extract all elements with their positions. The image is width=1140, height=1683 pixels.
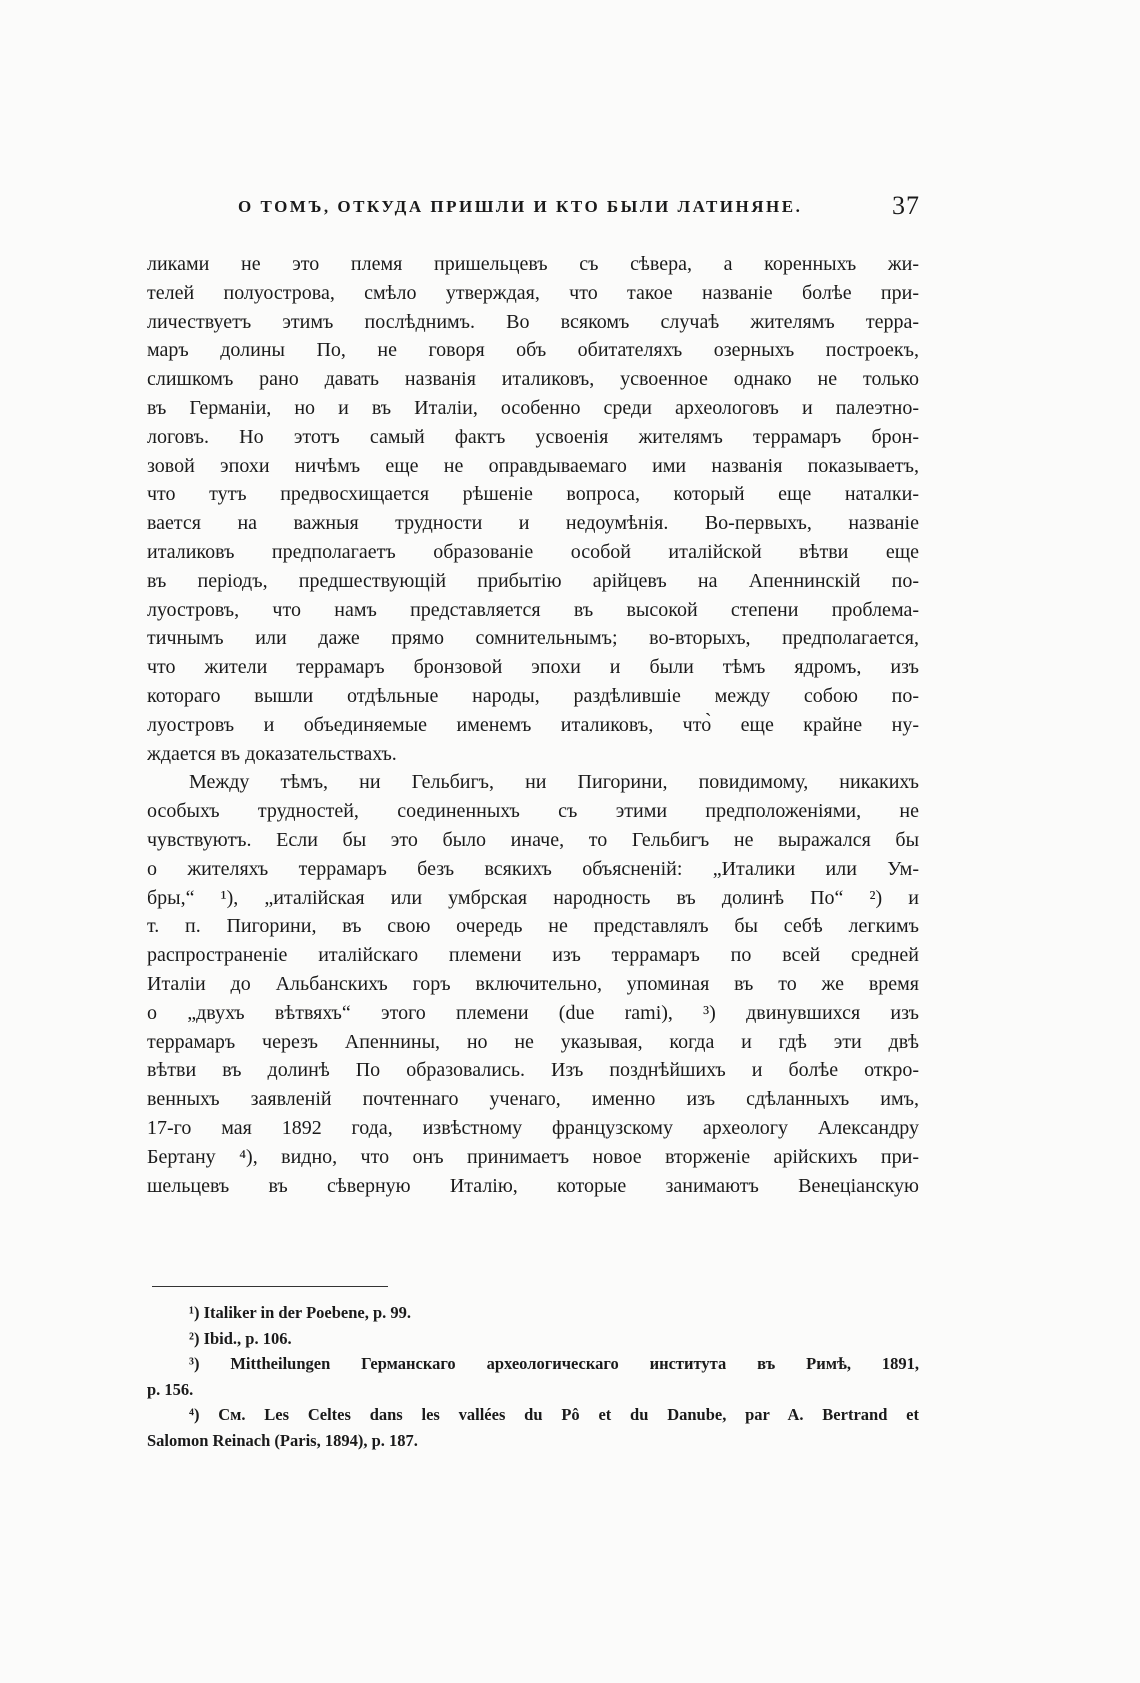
text-line-paragraph-start: Между тѣмъ, ни Гельбигъ, ни Пигорини, повидимому, никакихъ [189,771,919,794]
text-line: 17-го мая 1892 года, извѣстному французскому археологу Александру [147,1116,919,1139]
text-line: вается на важныя трудности и недоумѣнія. Во-первыхъ, названіе [147,512,919,535]
text-line: луостровъ, что намъ представляется въ высокой степени проблема- [147,598,919,621]
text-line: вѣтви въ долинѣ По образовались. Изъ позднѣйшихъ и болѣе откро- [147,1059,919,1082]
text-line: террамаръ черезъ Апеннины, но не указывая, когда и гдѣ эти двѣ [147,1030,919,1053]
text-line: особыхъ трудностей, соединенныхъ съ этими предположеніями, не [147,800,919,823]
text-line: т. п. Пигорини, въ свою очередь не представлялъ бы себѣ легкимъ [147,915,919,938]
text-line: личествуетъ этимъ послѣднимъ. Во всякомъ случаѣ жителямъ терра- [147,310,919,333]
text-line: Италіи до Альбанскихъ горъ включительно, упоминая въ то же время [147,972,919,995]
text-line: что тутъ предвосхищается рѣшеніе вопроса, который еще наталки- [147,483,919,506]
footnote: ⁴) См. Les Celtes dans les vallées du Pô et du Danube, par A. Bertrand et [189,1405,919,1424]
text-line: маръ долины По, не говоря объ обитателяхъ озерныхъ построекъ, [147,339,919,362]
text-line: зовой эпохи ничѣмъ еще не оправдываемаго ими названія показываетъ, [147,454,919,477]
footnotes [147,1300,919,1453]
text-line: о „двухъ вѣтвяхъ“ этого племени (due rami), ³) двинувшихся изъ [147,1001,919,1024]
footnote: ¹) Italiker in der Poebene, p. 99. [189,1303,412,1322]
page-number: 37 [892,191,920,220]
footnote: ²) Ibid., p. 106. [189,1328,292,1348]
running-title: О ТОМЪ, ОТКУДА ПРИШЛИ И КТО БЫЛИ ЛАТИНЯНЕ. [238,197,803,216]
text-line: распространеніе италійскаго племени изъ террамаръ по всей средней [147,944,919,967]
text-line: тичнымъ или даже прямо сомнительнымъ; во-вторыхъ, предполагается, [147,627,919,650]
footnote: ³) Mittheilungen Германскаго археологическаго института въ Римѣ, 1891, [189,1354,919,1373]
text-line: чувствуютъ. Если бы это было иначе, то Гельбигъ не выражался бы [147,828,919,851]
text-line: телей полуострова, смѣло утверждая, что такое названіе болѣе при- [147,281,919,304]
footnote-continuation: p. 156. [147,1379,194,1399]
text-line: въ періодъ, предшествующій прибытію арійцевъ на Апеннинскій по- [147,569,919,592]
text-line: италиковъ предполагаетъ образованіе особой италійской вѣтви еще [147,540,919,563]
text-line: котораго вышли отдѣльные народы, раздѣлившіе между собою по- [147,684,919,707]
footnote-continuation: Salomon Reinach (Paris, 1894), p. 187. [147,1430,418,1450]
text-line-paragraph-end: ждается въ доказательствахъ. [147,742,397,765]
text-line: слишкомъ рано давать названія италиковъ, усвоенное однако не только [147,368,919,391]
text-line: шельцевъ въ сѣверную Италію, которые занимаютъ Венеціанскую [147,1174,919,1197]
text-line: ликами не это племя пришельцевъ съ сѣвера, а коренныхъ жи- [147,253,919,275]
text-line: бры,“ ¹), „италійская или умбрская народность въ долинѣ По“ ²) и [147,886,919,909]
text-line: что жители террамаръ бронзовой эпохи и были тѣмъ ядромъ, изъ [147,656,919,679]
running-head [200,193,920,223]
body-text [147,250,919,1200]
text-line: венныхъ заявленій почтеннаго ученаго, именно изъ сдѣланныхъ имъ, [147,1088,919,1111]
text-line: логовъ. Но этотъ самый фактъ усвоенія жителямъ террамаръ брон- [147,425,919,448]
text-line: о жителяхъ террамаръ безъ всякихъ объясненій: „Италики или Ум- [147,857,919,880]
text-line: луостровъ и объединяемые именемъ италиковъ, что̀ еще крайне ну- [147,713,919,736]
footnote-divider [152,1286,388,1287]
text-line: въ Германіи, но и въ Италіи, особенно среди археологовъ и палеэтно- [147,396,919,419]
text-line: Бертану ⁴), видно, что онъ принимаетъ новое вторженіе арійскихъ при- [147,1145,919,1168]
